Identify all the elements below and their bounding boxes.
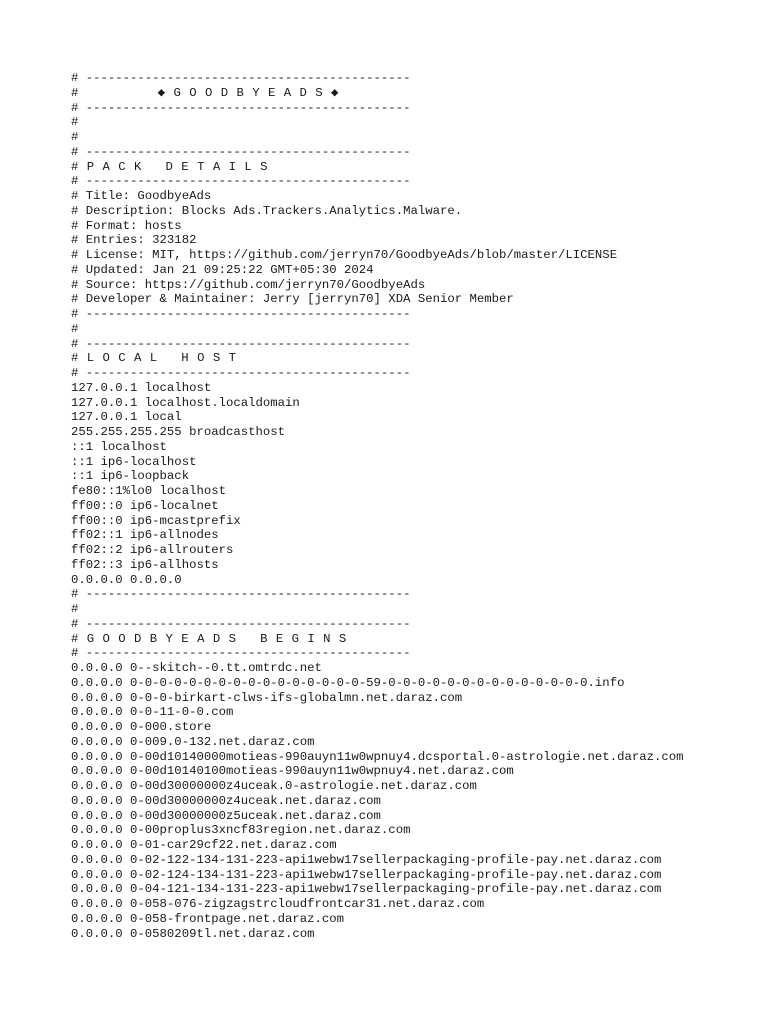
host-entry: 0.0.0.0 0-0-11-0-0.com bbox=[71, 705, 234, 720]
divider-line: # -------------------------------------------- bbox=[71, 616, 411, 631]
divider-line: # -------------------------------------------- bbox=[71, 366, 411, 380]
host-entry: 127.0.0.1 local bbox=[71, 410, 182, 425]
host-entry: 0.0.0.0 0-0-0-birkart-clws-ifs-globalmn.net.daraz.com bbox=[71, 690, 463, 705]
host-entry: 0.0.0.0 0-00d30000000z5uceak.net.daraz.com bbox=[71, 808, 381, 823]
section-heading: # G O O D B Y E A D S B E G I N S bbox=[71, 631, 347, 646]
divider-line: # -------------------------------------------- bbox=[71, 71, 411, 85]
hosts-file-document bbox=[71, 71, 761, 941]
blank-comment-line: # bbox=[71, 130, 79, 144]
host-entry: 0.0.0.0 0-00proplus3xncf83region.net.daraz.com bbox=[71, 823, 411, 838]
section-heading: # L O C A L H O S T bbox=[71, 351, 237, 366]
host-entry: 0.0.0.0 0--skitch--0.tt.omtrdc.net bbox=[71, 661, 322, 675]
divider-line: # -------------------------------------------- bbox=[71, 336, 411, 351]
section-heading: # P A C K D E T A I L S bbox=[71, 159, 268, 174]
divider-line: # -------------------------------------------- bbox=[71, 646, 411, 661]
host-entry: 127.0.0.1 localhost.localdomain bbox=[71, 395, 300, 410]
host-entry: ::1 localhost bbox=[71, 439, 167, 454]
host-entry: 127.0.0.1 localhost bbox=[71, 380, 212, 395]
host-entry: ff00::0 ip6-mcastprefix bbox=[71, 513, 241, 528]
host-entry: ::1 ip6-localhost bbox=[71, 454, 197, 469]
metadata-line: # Entries: 323182 bbox=[71, 233, 197, 248]
host-entry: 0.0.0.0 0-058-frontpage.net.daraz.com bbox=[71, 911, 345, 926]
host-entry: 0.0.0.0 0-02-124-134-131-223-api1webw17sellerpackaging-profile-pay.net.daraz.com bbox=[71, 867, 662, 882]
host-entry: 0.0.0.0 0-0580209tl.net.daraz.com bbox=[71, 926, 315, 941]
blank-comment-line: # bbox=[71, 115, 79, 130]
metadata-line: # License: MIT, https://github.com/jerryn70/GoodbyeAds/blob/master/LICENSE bbox=[71, 248, 618, 262]
host-entry: ff02::1 ip6-allnodes bbox=[71, 528, 219, 543]
host-entry: 0.0.0.0 0-04-121-134-131-223-api1webw17sellerpackaging-profile-pay.net.daraz.com bbox=[71, 882, 662, 897]
host-entry: ::1 ip6-loopback bbox=[71, 469, 190, 484]
divider-line: # -------------------------------------------- bbox=[71, 144, 411, 159]
divider-line: # -------------------------------------------- bbox=[71, 100, 411, 115]
host-entry: ff02::2 ip6-allrouters bbox=[71, 543, 234, 557]
divider-line: # -------------------------------------------- bbox=[71, 174, 411, 189]
metadata-line: # Format: hosts bbox=[71, 218, 182, 233]
metadata-line: # Updated: Jan 21 09:25:22 GMT+05:30 2024 bbox=[71, 262, 374, 277]
metadata-line: # Developer & Maintainer: Jerry [jerryn70] XDA Senior Member bbox=[71, 292, 514, 307]
host-entry: 0.0.0.0 0-000.store bbox=[71, 720, 212, 734]
metadata-line: # Title: GoodbyeAds bbox=[71, 189, 212, 203]
host-entry: 0.0.0.0 0-00d30000000z4uceak.0-astrologie.net.daraz.com bbox=[71, 779, 477, 793]
host-entry: 0.0.0.0 0-02-122-134-131-223-api1webw17sellerpackaging-profile-pay.net.daraz.com bbox=[71, 852, 662, 867]
host-entry: 0.0.0.0 0-058-076-zigzagstrcloudfrontcar31.net.daraz.com bbox=[71, 897, 485, 911]
section-heading: # ◆ G O O D B Y E A D S ◆ bbox=[71, 85, 339, 100]
host-entry: 0.0.0.0 0-009.0-132.net.daraz.com bbox=[71, 734, 315, 749]
metadata-line: # Source: https://github.com/jerryn70/GoodbyeAds bbox=[71, 277, 426, 292]
host-entry: 0.0.0.0 0-01-car29cf22.net.daraz.com bbox=[71, 838, 337, 852]
metadata-line: # Description: Blocks Ads.Trackers.Analytics.Malware. bbox=[71, 203, 463, 218]
divider-line: # -------------------------------------------- bbox=[71, 307, 411, 321]
blank-comment-line: # bbox=[71, 602, 79, 616]
host-entry: 0.0.0.0 0-0-0-0-0-0-0-0-0-0-0-0-0-0-0-0-59-0-0-0-0-0-0-0-0-0-0-0-0-0-0.info bbox=[71, 675, 625, 690]
host-entry: 255.255.255.255 broadcasthost bbox=[71, 425, 286, 439]
host-entry: 0.0.0.0 0-00d10140100motieas-990auyn11w0wpnuy4.net.daraz.com bbox=[71, 764, 514, 779]
host-entry: ff00::0 ip6-localnet bbox=[71, 498, 219, 513]
host-entry: fe80::1%lo0 localhost bbox=[71, 484, 226, 498]
host-entry: 0.0.0.0 0-00d30000000z4uceak.net.daraz.com bbox=[71, 793, 381, 808]
host-entry: ff02::3 ip6-allhosts bbox=[71, 557, 219, 572]
blank-comment-line: # bbox=[71, 321, 79, 336]
divider-line: # -------------------------------------------- bbox=[71, 587, 411, 602]
host-entry: 0.0.0.0 0.0.0.0 bbox=[71, 572, 182, 587]
host-entry: 0.0.0.0 0-00d10140000motieas-990auyn11w0wpnuy4.dcsportal.0-astrologie.net.daraz.com bbox=[71, 749, 684, 764]
